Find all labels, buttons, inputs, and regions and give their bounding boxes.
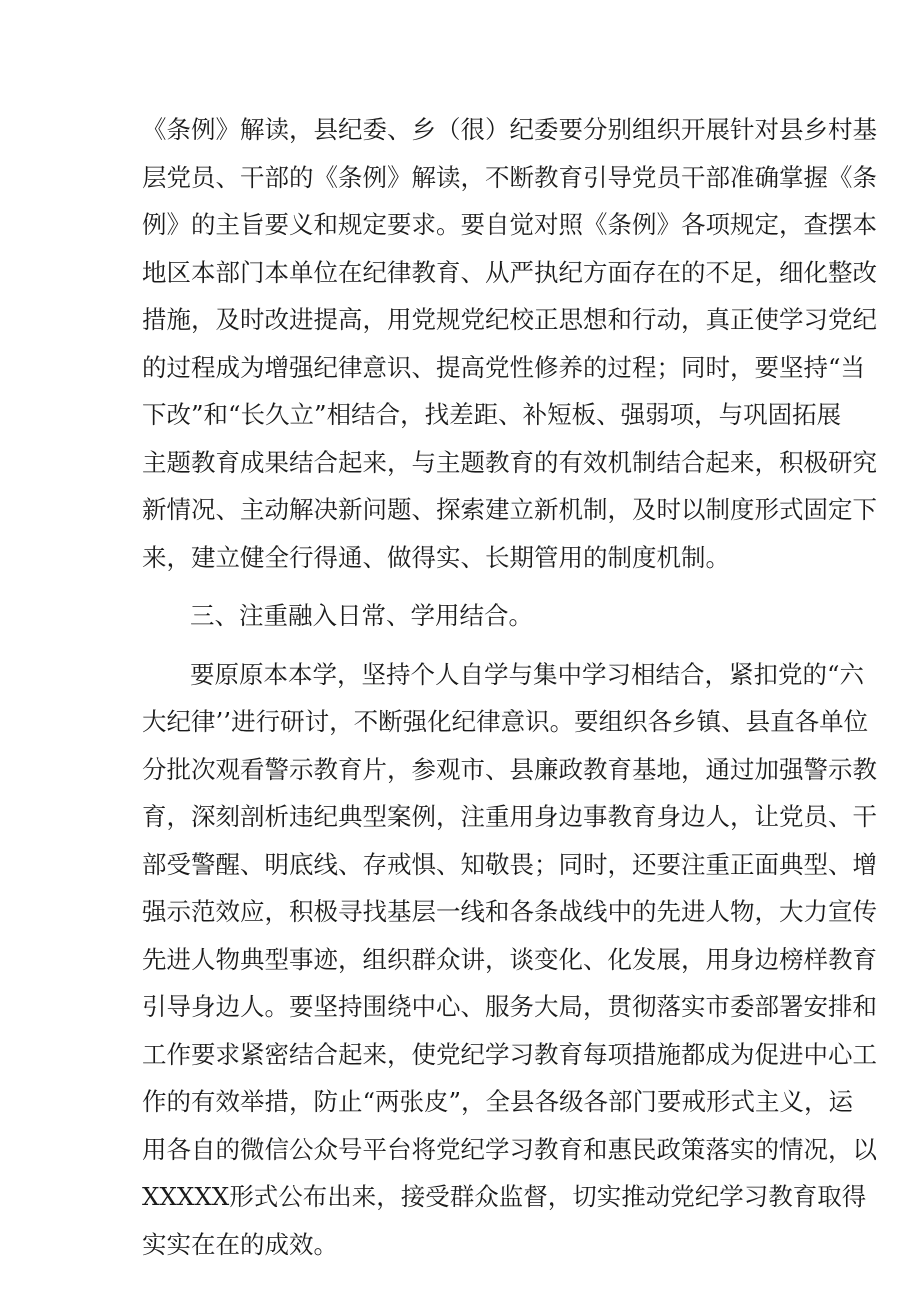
paragraph-2-line: 实实在在的成效。 [142, 1230, 338, 1259]
paragraph-2-line: 用各自的微信公众号平台将党纪学习教育和惠民政策落实的情况，以 [142, 1135, 877, 1164]
paragraph-1-line: 主题教育成果结合起来，与主题教育的有效机制结合起来，积极研究 [142, 448, 877, 477]
paragraph-1-line: 的过程成为增强纪律意识、提高党性修养的过程；同时，要坚持“当 [142, 353, 866, 382]
paragraph-2-line: 先进人物典型事迹，组织群众讲，谈变化、化发展，用身边榜样教育 [142, 945, 877, 974]
paragraph-1-line: 层党员、干部的《条例》解读，不断教育引导党员干部准确掌握《条 [142, 163, 877, 192]
paragraph-1-line: 新情况、主动解决新问题、探索建立新机制，及时以制度形式固定下 [142, 495, 877, 524]
paragraph-2-line: XXXXX形式公布出来，接受群众监督，切实推动党纪学习教育取得 [142, 1182, 867, 1211]
paragraph-2-line: 育，深刻剖析违纪典型案例，注重用身边事教育身边人，让党员、干 [142, 802, 877, 831]
paragraph-1-line: 下改”和“长久立”相结合，找差距、补短板、强弱项，与巩固拓展 [142, 400, 842, 429]
section-heading: 三、注重融入日常、学用结合。 [190, 601, 533, 630]
paragraph-2-line: 要原原本本学，坚持个人自学与集中学习相结合，紧扣党的“六 [190, 660, 865, 689]
paragraph-2-line: 强示范效应，积极寻找基层一线和各条战线中的先进人物，大力宣传 [142, 897, 877, 926]
paragraph-1-line: 来，建立健全行得通、做得实、长期管用的制度机制。 [142, 543, 730, 572]
paragraph-1-line: 措施，及时改进提高，用党规党纪校正思想和行动，真正使学习党纪 [142, 305, 877, 334]
paragraph-2-line: 部受警醒、明底线、存戒惧、知敬畏；同时，还要注重正面典型、增 [142, 850, 877, 879]
paragraph-2-line: 分批次观看警示教育片，参观市、县廉政教育基地，通过加强警示教 [142, 755, 877, 784]
paragraph-2-line: 作的有效举措，防止“两张皮”，全县各级各部门要戒形式主义，运 [142, 1087, 854, 1116]
paragraph-2-line: 工作要求紧密结合起来，使党纪学习教育每项措施都成为促进中心工 [142, 1040, 877, 1069]
paragraph-1-line: 例》的主旨要义和规定要求。要自觉对照《条例》各项规定，查摆本 [142, 210, 877, 239]
paragraph-1-line: 地区本部门本单位在纪律教育、从严执纪方面存在的不足，细化整改 [142, 258, 877, 287]
paragraph-2-line: 大纪律’’进行研讨，不断强化纪律意识。要组织各乡镇、县直各单位 [142, 707, 869, 736]
paragraph-1-line: 《条例》解读，县纪委、乡（很）纪委要分别组织开展针对县乡村基 [142, 115, 877, 144]
paragraph-2-line: 引导身边人。要坚持围绕中心、服务大局，贯彻落实市委部署安排和 [142, 992, 877, 1021]
